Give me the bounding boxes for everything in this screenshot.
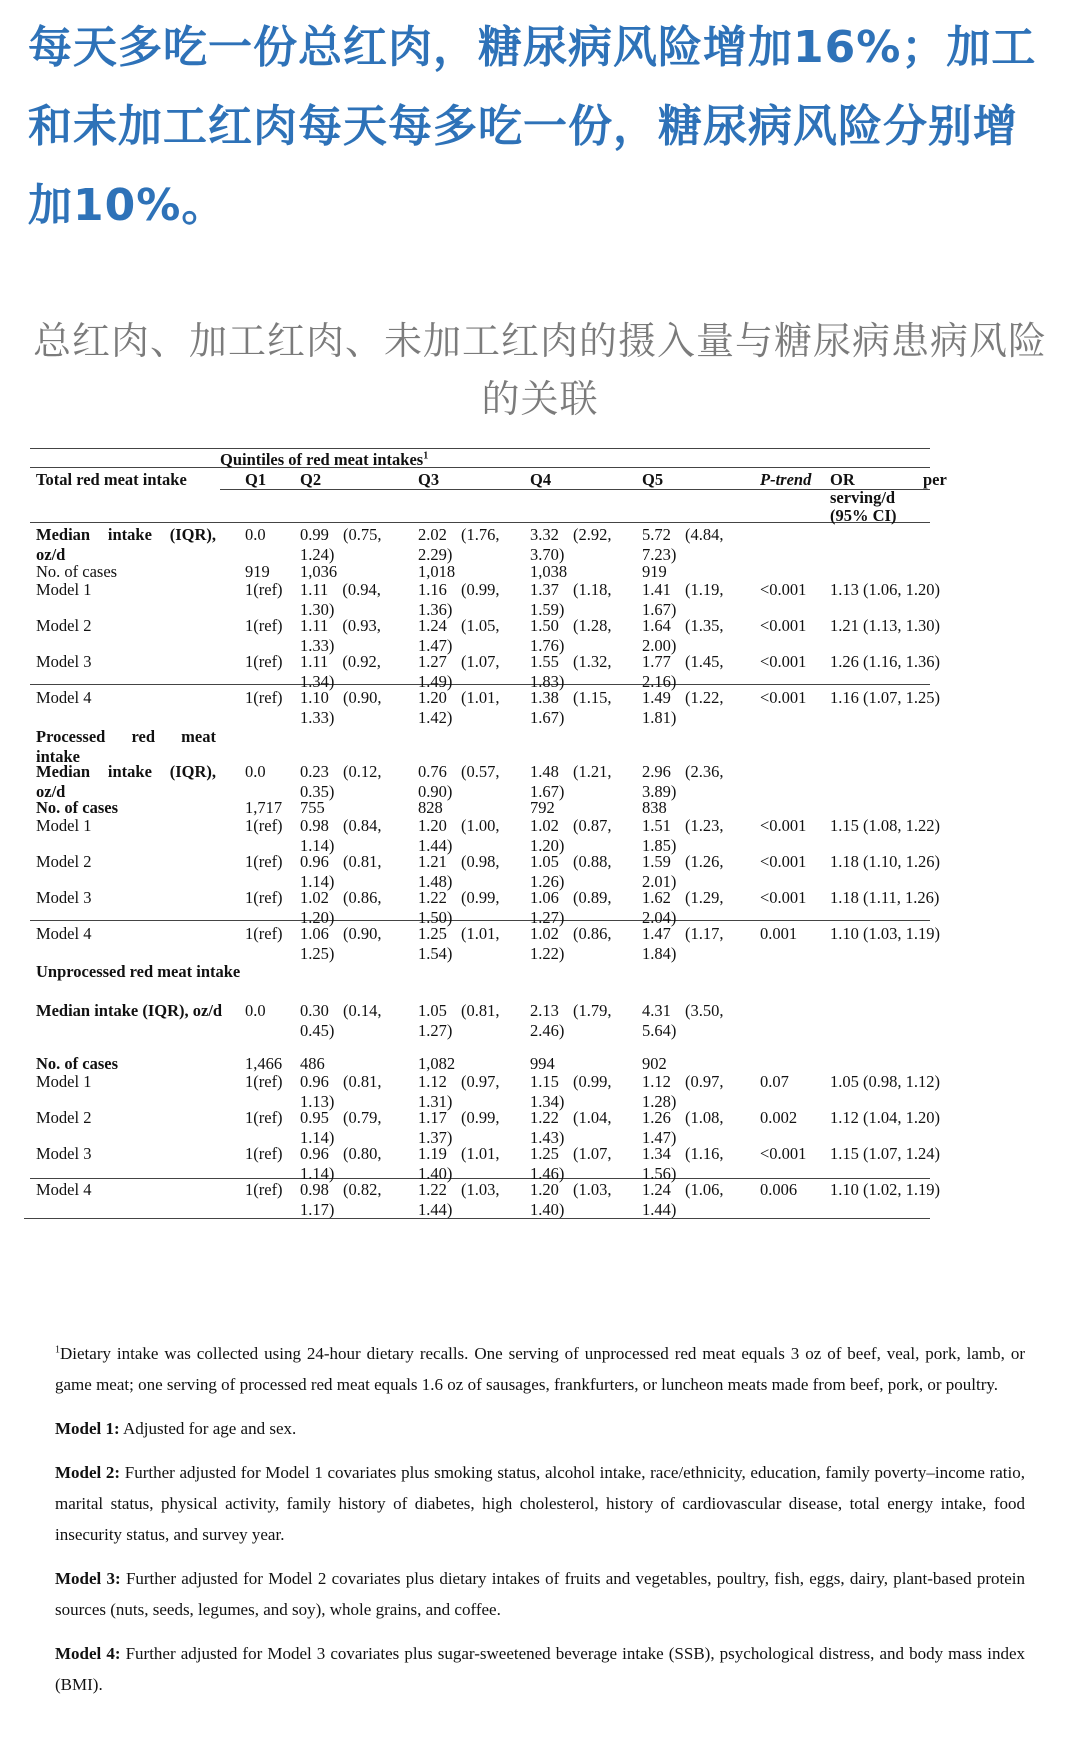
cell-q2: 1.11 (0.94, 1.30)	[300, 580, 381, 619]
cell-q5: 1.62 (1.29, 2.04)	[642, 888, 724, 927]
row-label: Model 1	[36, 580, 92, 599]
row-label: Model 1	[36, 816, 92, 835]
cell-q2: 0.98 (0.84, 1.14)	[300, 816, 382, 855]
row-label: Model 4	[36, 1180, 92, 1199]
table-spanner	[220, 450, 428, 470]
cell-q4: 1.50 (1.28, 1.76)	[530, 616, 612, 655]
row-label: Model 4	[36, 688, 92, 707]
note-model-1-text: Adjusted for age and sex.	[123, 1419, 297, 1438]
header-q3: Q3	[418, 470, 440, 489]
cell-q5: 1.12 (0.97, 1.28)	[642, 1072, 724, 1111]
cell-or-per-serving: 1.18 (1.11, 1.26)	[830, 888, 940, 907]
cell-q1: 0.0	[245, 525, 266, 544]
row-label: Model 3	[36, 888, 92, 907]
header-or-per: per	[923, 470, 947, 489]
cell-q2: 1.11 (0.93, 1.33)	[300, 616, 381, 655]
table-rule	[30, 522, 930, 523]
cell-q1: 1,717	[245, 798, 283, 817]
cell-or-per-serving: 1.15 (1.07, 1.24)	[830, 1144, 940, 1163]
cell-q5: 919	[642, 562, 667, 581]
cell-or-per-serving: 1.18 (1.10, 1.26)	[830, 852, 940, 871]
cell-q5: 1.51 (1.23, 1.85)	[642, 816, 724, 855]
table-spanner-sup: 1	[423, 450, 429, 462]
cell-q3: 1.05 (0.81, 1.27)	[418, 1001, 500, 1040]
table-notes	[55, 1338, 1025, 1713]
cell-q4: 1,038	[530, 562, 568, 581]
cell-p-trend: <0.001	[760, 1144, 807, 1163]
cell-q1: 0.0	[245, 762, 266, 781]
header-q1: Q1	[245, 470, 267, 489]
cell-or-per-serving: 1.26 (1.16, 1.36)	[830, 652, 940, 671]
cell-q4: 1.22 (1.04, 1.43)	[530, 1108, 612, 1147]
cell-q3: 0.76 (0.57, 0.90)	[418, 762, 500, 801]
cell-p-trend: <0.001	[760, 616, 807, 635]
cell-q1: 0.0	[245, 1001, 266, 1020]
note-model-4-text: Further adjusted for Model 3 covariates plus sugar-sweetened beverage intake (SSB), psychological distress, and body mass index (BMI).	[55, 1644, 1026, 1694]
row-label: Model 2	[36, 852, 92, 871]
row-label: Median intake (IQR), oz/d	[36, 1001, 223, 1020]
cell-q3: 1.21 (0.98, 1.48)	[418, 852, 500, 891]
cell-q1: 1(ref)	[245, 616, 283, 635]
cell-q4: 1.06 (0.89, 1.27)	[530, 888, 612, 927]
cell-q4: 792	[530, 798, 555, 817]
footnote-text: Dietary intake was collected using 24-hour dietary recalls. One serving of unprocessed red meat equals 3 oz of beef, veal, pork, lamb, or game meat; one serving of processed red meat equals 1.6 oz of sausages, frankfurters, or luncheon meats made from beef, pork, or poultry.	[55, 1344, 1025, 1394]
table-rule	[24, 1218, 930, 1219]
cell-q1: 1,466	[245, 1054, 283, 1073]
cell-q1: 1(ref)	[245, 1144, 283, 1163]
header-or-unit: serving/d	[830, 488, 896, 507]
cell-q3: 1.27 (1.07, 1.49)	[418, 652, 500, 691]
cell-q3: 1.12 (0.97, 1.31)	[418, 1072, 500, 1111]
cell-q5: 2.96 (2.36, 3.89)	[642, 762, 724, 801]
cell-q3: 1,082	[418, 1054, 456, 1073]
note-model-3	[55, 1563, 1025, 1625]
header-q5: Q5	[642, 470, 664, 489]
cell-q1: 1(ref)	[245, 1072, 283, 1091]
note-model-2-text: Further adjusted for Model 1 covariates plus smoking status, alcohol intake, race/ethnicity, education, family poverty–income ratio, marital status, physical activity, family history of diabetes, high cholesterol, history of cardiovascular disease, total energy intake, food insecurity status, and survey year.	[55, 1463, 1025, 1544]
cell-q4: 1.38 (1.15, 1.67)	[530, 688, 612, 727]
header-q2: Q2	[300, 470, 322, 489]
table-rule	[220, 489, 930, 490]
cell-p-trend: <0.001	[760, 816, 807, 835]
cell-q4: 1.20 (1.03, 1.40)	[530, 1180, 612, 1219]
note-model-2	[55, 1457, 1025, 1550]
cell-or-per-serving: 1.13 (1.06, 1.20)	[830, 580, 940, 599]
row-label: Processed red meat intake	[36, 727, 216, 766]
cell-q1: 1(ref)	[245, 652, 283, 671]
figure-caption: 总红肉、加工红肉、未加工红肉的摄入量与糖尿病患病风险的关联	[32, 319, 1047, 421]
cell-p-trend: <0.001	[760, 852, 807, 871]
cell-q4: 3.32 (2.92, 3.70)	[530, 525, 612, 564]
cell-q2: 1.06 (0.90, 1.25)	[300, 924, 382, 963]
row-label: Model 2	[36, 1108, 92, 1127]
table-rule	[30, 448, 930, 449]
cell-q3: 1.17 (0.99, 1.37)	[418, 1108, 500, 1147]
cell-q4: 994	[530, 1054, 555, 1073]
cell-q1: 1(ref)	[245, 924, 283, 943]
cell-or-per-serving: 1.10 (1.03, 1.19)	[830, 924, 940, 943]
row-label: No. of cases	[36, 798, 119, 817]
results-table	[30, 450, 1045, 1332]
cell-q2: 0.96 (0.80, 1.14)	[300, 1144, 382, 1183]
cell-q5: 1.41 (1.19, 1.67)	[642, 580, 724, 619]
cell-q5: 838	[642, 798, 667, 817]
cell-or-per-serving: 1.21 (1.13, 1.30)	[830, 616, 940, 635]
cell-q2: 755	[300, 798, 325, 817]
cell-q1: 1(ref)	[245, 1180, 283, 1199]
note-model-1	[55, 1413, 1025, 1444]
cell-q2: 486	[300, 1054, 325, 1073]
cell-q5: 1.77 (1.45, 2.16)	[642, 652, 724, 691]
cell-q2: 0.95 (0.79, 1.14)	[300, 1108, 382, 1147]
cell-q5: 902	[642, 1054, 667, 1073]
cell-q2: 0.98 (0.82, 1.17)	[300, 1180, 382, 1219]
cell-q5: 4.31 (3.50, 5.64)	[642, 1001, 724, 1040]
header-first-column: Total red meat intake	[36, 470, 187, 489]
cell-q5: 1.49 (1.22, 1.81)	[642, 688, 724, 727]
cell-q4: 1.48 (1.21, 1.67)	[530, 762, 612, 801]
cell-q3: 1.16 (0.99, 1.36)	[418, 580, 500, 619]
cell-q3: 828	[418, 798, 443, 817]
cell-q2: 0.30 (0.14, 0.45)	[300, 1001, 382, 1040]
cell-q2: 0.23 (0.12, 0.35)	[300, 762, 382, 801]
cell-q1: 1(ref)	[245, 1108, 283, 1127]
cell-q5: 1.59 (1.26, 2.01)	[642, 852, 724, 891]
cell-q4: 1.02 (0.86, 1.22)	[530, 924, 612, 963]
header-or-ci: (95% CI)	[830, 506, 897, 525]
cell-q2: 0.96 (0.81, 1.13)	[300, 1072, 382, 1111]
row-label: Median intake (IQR), oz/d	[36, 525, 216, 564]
cell-or-per-serving: 1.10 (1.02, 1.19)	[830, 1180, 940, 1199]
cell-p-trend: 0.002	[760, 1108, 798, 1127]
cell-p-trend: 0.006	[760, 1180, 798, 1199]
cell-p-trend: 0.07	[760, 1072, 789, 1091]
cell-p-trend: 0.001	[760, 924, 798, 943]
cell-q3: 1.20 (1.01, 1.42)	[418, 688, 500, 727]
cell-q4: 1.15 (0.99, 1.34)	[530, 1072, 612, 1111]
header-or: OR	[830, 470, 855, 489]
cell-p-trend: <0.001	[760, 580, 807, 599]
cell-q5: 1.64 (1.35, 2.00)	[642, 616, 724, 655]
row-label: Median intake (IQR), oz/d	[36, 762, 216, 801]
cell-q3: 1,018	[418, 562, 456, 581]
cell-p-trend: <0.001	[760, 888, 807, 907]
note-model-4-label: Model 4:	[55, 1644, 121, 1663]
cell-q5: 5.72 (4.84, 7.23)	[642, 525, 724, 564]
cell-q5: 1.24 (1.06, 1.44)	[642, 1180, 724, 1219]
cell-p-trend: <0.001	[760, 652, 807, 671]
note-model-4	[55, 1638, 1025, 1700]
cell-q1: 1(ref)	[245, 888, 283, 907]
table-rule	[30, 467, 930, 468]
cell-q2: 1.11 (0.92, 1.34)	[300, 652, 381, 691]
cell-q2: 0.99 (0.75, 1.24)	[300, 525, 382, 564]
cell-q1: 1(ref)	[245, 852, 283, 871]
cell-q3: 1.22 (0.99, 1.50)	[418, 888, 500, 927]
note-model-1-label: Model 1:	[55, 1419, 120, 1438]
cell-q3: 1.24 (1.05, 1.47)	[418, 616, 500, 655]
cell-or-per-serving: 1.15 (1.08, 1.22)	[830, 816, 940, 835]
headline: 每天多吃一份总红肉，糖尿病风险增加16%；加工和未加工红肉每天每多吃一份，糖尿病风险分别增加10%。	[28, 22, 1037, 231]
row-label: Model 4	[36, 924, 92, 943]
footnote-marker: 1	[55, 1344, 60, 1356]
row-label: Model 2	[36, 616, 92, 635]
table-spanner-text: Quintiles of red meat intakes	[220, 450, 424, 469]
cell-or-per-serving: 1.12 (1.04, 1.20)	[830, 1108, 940, 1127]
cell-q1: 1(ref)	[245, 580, 283, 599]
cell-q5: 1.34 (1.16, 1.56)	[642, 1144, 724, 1183]
row-label: No. of cases	[36, 562, 118, 581]
cell-q2: 1,036	[300, 562, 338, 581]
cell-q4: 1.55 (1.32, 1.83)	[530, 652, 612, 691]
cell-p-trend: <0.001	[760, 688, 807, 707]
cell-q4: 1.37 (1.18, 1.59)	[530, 580, 612, 619]
cell-q1: 1(ref)	[245, 688, 283, 707]
cell-q4: 1.02 (0.87, 1.20)	[530, 816, 612, 855]
cell-q1: 919	[245, 562, 270, 581]
cell-q3: 1.25 (1.01, 1.54)	[418, 924, 500, 963]
row-label: Unprocessed red meat intake	[36, 962, 241, 981]
cell-q2: 0.96 (0.81, 1.14)	[300, 852, 382, 891]
row-label: Model 3	[36, 652, 92, 671]
note-model-3-label: Model 3:	[55, 1569, 121, 1588]
note-model-3-text: Further adjusted for Model 2 covariates plus dietary intakes of fruits and vegetables, poultry, fish, eggs, dairy, plant-based protein sources (nuts, seeds, legumes, and soy), whole grains, and coffee.	[55, 1569, 1025, 1619]
cell-or-per-serving: 1.05 (0.98, 1.12)	[830, 1072, 940, 1091]
footnote	[55, 1338, 1025, 1400]
cell-q3: 1.22 (1.03, 1.44)	[418, 1180, 500, 1219]
row-label: No. of cases	[36, 1054, 119, 1073]
cell-q4: 1.25 (1.07, 1.46)	[530, 1144, 612, 1183]
cell-q4: 2.13 (1.79, 2.46)	[530, 1001, 612, 1040]
row-label: Model 1	[36, 1072, 92, 1091]
cell-q2: 1.02 (0.86, 1.20)	[300, 888, 382, 927]
cell-q3: 1.19 (1.01, 1.40)	[418, 1144, 500, 1183]
cell-q2: 1.10 (0.90, 1.33)	[300, 688, 382, 727]
header-q4: Q4	[530, 470, 552, 489]
header-p-trend: P-trend	[760, 470, 812, 489]
row-label: Model 3	[36, 1144, 92, 1163]
cell-or-per-serving: 1.16 (1.07, 1.25)	[830, 688, 940, 707]
cell-q3: 1.20 (1.00, 1.44)	[418, 816, 500, 855]
cell-q3: 2.02 (1.76, 2.29)	[418, 525, 500, 564]
cell-q1: 1(ref)	[245, 816, 283, 835]
cell-q5: 1.47 (1.17, 1.84)	[642, 924, 724, 963]
cell-q4: 1.05 (0.88, 1.26)	[530, 852, 612, 891]
note-model-2-label: Model 2:	[55, 1463, 121, 1482]
cell-q5: 1.26 (1.08, 1.47)	[642, 1108, 724, 1147]
